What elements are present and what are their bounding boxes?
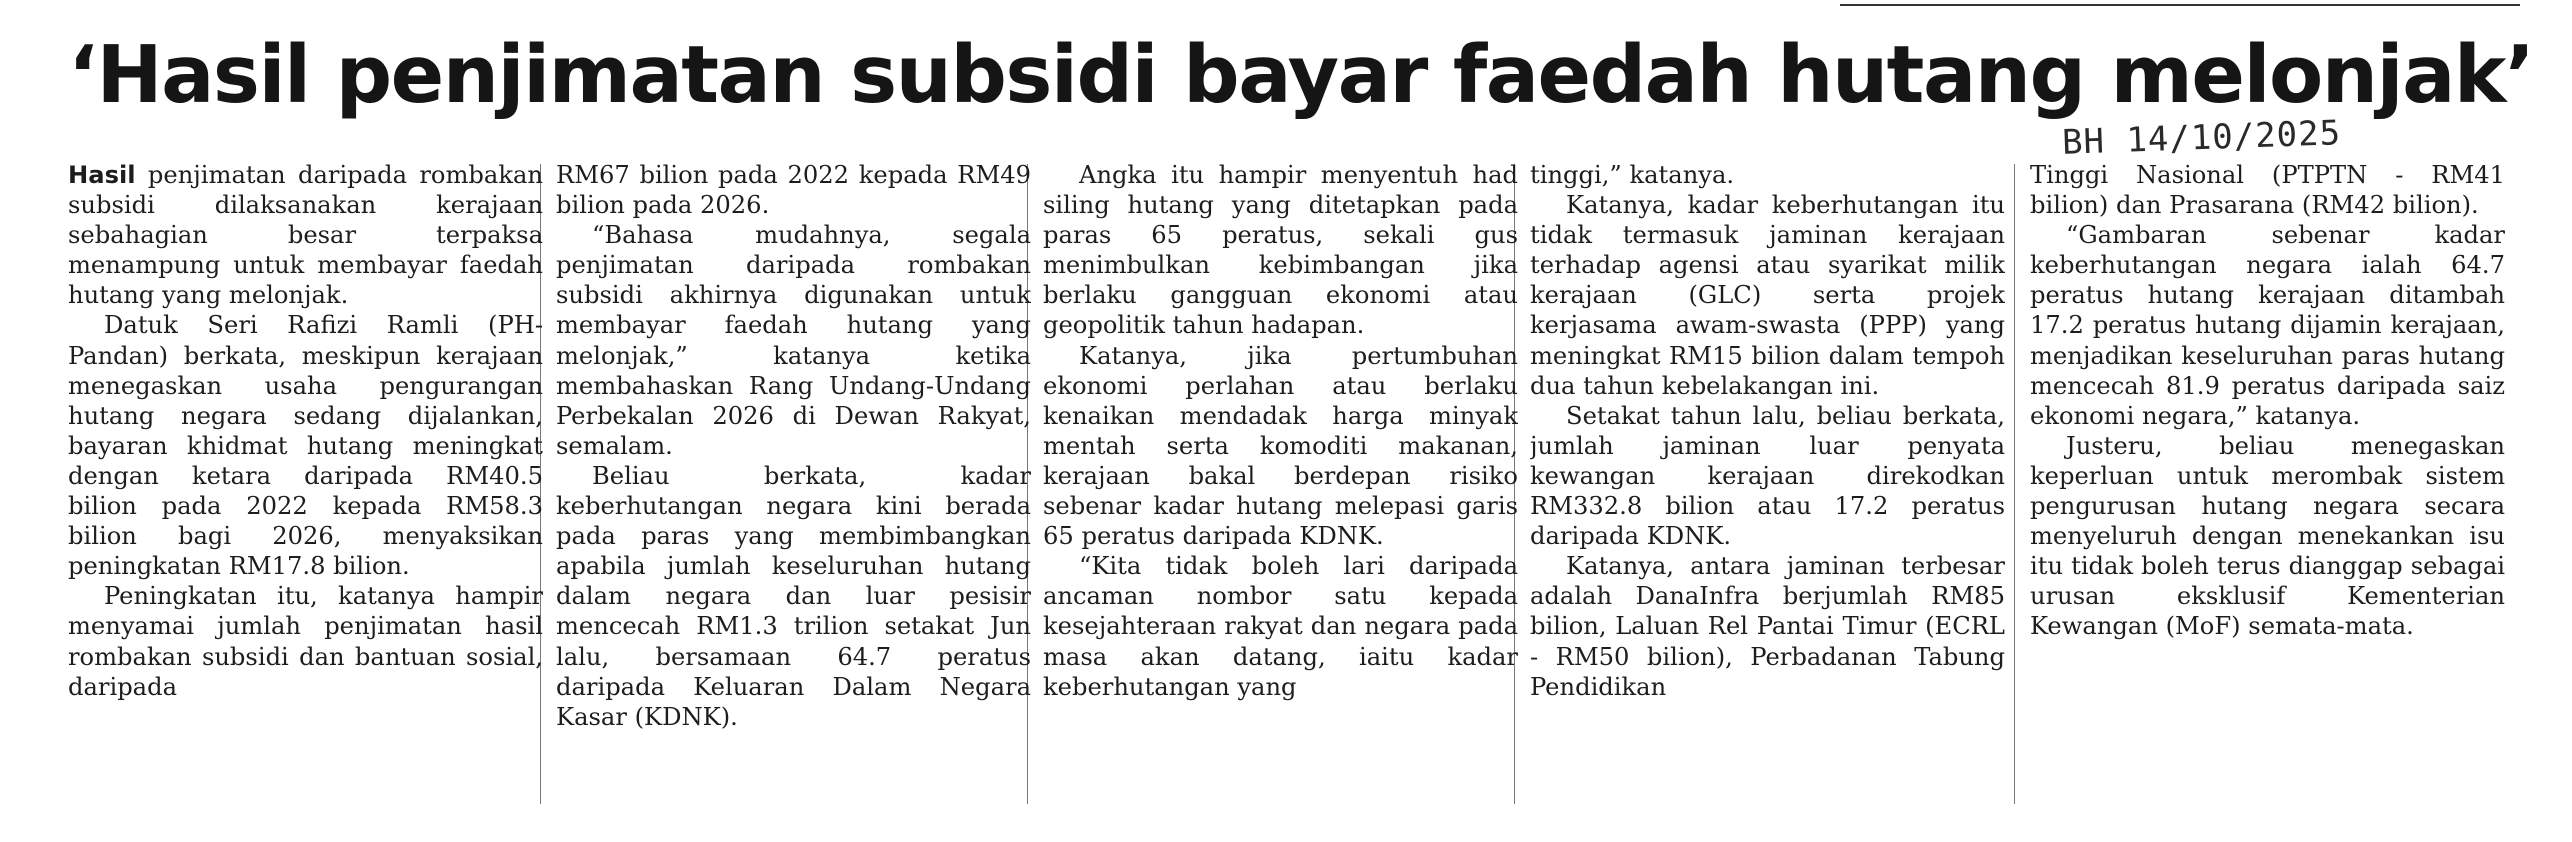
article-paragraph: “Kita tidak boleh lari daripada ancaman nombor satu kepada kesejahteraan rakyat dan negara pada masa akan datang, iaitu kadar keberhutangan yang xyxy=(1043,552,1518,701)
headline: ‘Hasil penjimatan subsidi bayar faedah hutang melonjak’ xyxy=(68,29,2534,121)
article-paragraph: Datuk Seri Rafizi Ramli (PH-Pandan) berkata, meskipun kerajaan menegaskan usaha pengurangan hutang negara sedang dijalankan, bayaran khidmat hutang meningkat dengan ketara daripada RM40.5 bilion pada 2022 kepada RM58.3 bilion bagi 2026, menyaksikan peningkatan RM17.8 bilion. xyxy=(68,311,543,581)
header-rule xyxy=(1840,4,2520,6)
article-paragraph xyxy=(68,160,543,310)
article-column-5 xyxy=(2030,160,2505,820)
column-divider xyxy=(2014,164,2015,804)
article-paragraph: RM67 bilion pada 2022 kepada RM49 bilion pada 2026. xyxy=(556,161,1031,220)
article-column-4 xyxy=(1530,160,2005,820)
article-paragraph: Beliau berkata, kadar keberhutangan negara kini berada pada paras yang membimbangkan apabila jumlah keseluruhan hutang dalam negara dan luar pesisir mencecah RM1.3 trilion setakat Jun lalu, bersamaan 64.7 peratus daripada Keluaran Dalam Negara Kasar (KDNK). xyxy=(556,461,1031,731)
article-paragraph: Angka itu hampir menyentuh had siling hutang yang ditetapkan pada paras 65 peratus, sekali gus menimbulkan kebimbangan jika berlaku gangguan ekonomi atau geopolitik tahun hadapan. xyxy=(1043,161,1518,340)
paragraph-text: penjimatan daripada rombakan subsidi dilaksanakan kerajaan sebahagian besar terpaksa menampung untuk membayar faedah hutang yang melonjak. xyxy=(68,161,543,310)
article-paragraph: tinggi,” katanya. xyxy=(1530,161,1735,189)
handwritten-date-note: BH 14/10/2025 xyxy=(2061,113,2342,163)
article-paragraph: “Bahasa mudahnya, segala penjimatan daripada rombakan subsidi akhirnya digunakan untuk membayar faedah hutang yang melonjak,” katanya ketika membahaskan Rang Undang-Undang Perbekalan 2026 di Dewan Rakyat, semalam. xyxy=(556,221,1031,460)
article-paragraph: Justeru, beliau menegaskan keperluan untuk merombak sistem pengurusan hutang negara secara menyeluruh dengan menekankan isu itu tidak boleh terus dianggap sebagai urusan eksklusif Kementerian Kewangan (MoF) semata-mata. xyxy=(2030,431,2505,641)
article-paragraph: Setakat tahun lalu, beliau berkata, jumlah jaminan luar penyata kewangan kerajaan direkodkan RM332.8 bilion atau 17.2 peratus daripada KDNK. xyxy=(1530,401,2005,551)
article-paragraph: Katanya, kadar keberhutangan itu tidak termasuk jaminan kerajaan terhadap agensi atau syarikat milik kerajaan (GLC) serta projek kerjasama awam-swasta (PPP) yang meningkat RM15 bilion dalam tempoh dua tahun kebelakangan ini. xyxy=(1530,191,2005,400)
article-paragraph: Katanya, antara jaminan terbesar adalah DanaInfra berjumlah RM85 bilion, Laluan Rel Pantai Timur (ECRL - RM50 bilion), Perbadanan Tabung Pendidikan xyxy=(1530,552,2005,701)
article-paragraph: Tinggi Nasional (PTPTN - RM41 bilion) dan Prasarana (RM42 bilion). xyxy=(2030,161,2505,220)
article-column-3 xyxy=(1043,160,1518,820)
article-column-2 xyxy=(556,160,1031,820)
article-column-1 xyxy=(68,160,543,820)
lead-word: Hasil xyxy=(68,161,136,189)
article-paragraph: Peningkatan itu, katanya hampir menyamai jumlah penjimatan hasil rombakan subsidi dan bantuan sosial, daripada xyxy=(68,582,543,701)
article-paragraph: Katanya, jika pertumbuhan ekonomi perlahan atau berlaku kenaikan mendadak harga minyak mentah serta komoditi makanan, kerajaan bakal berdepan risiko sebenar kadar hutang melepasi garis 65 peratus daripada KDNK. xyxy=(1043,341,1518,551)
article-paragraph: “Gambaran sebenar kadar keberhutangan negara ialah 64.7 peratus hutang kerajaan ditambah 17.2 peratus hutang dijamin kerajaan, menjadikan keseluruhan paras hutang mencecah 81.9 peratus daripada saiz ekonomi negara,” katanya. xyxy=(2030,221,2505,430)
